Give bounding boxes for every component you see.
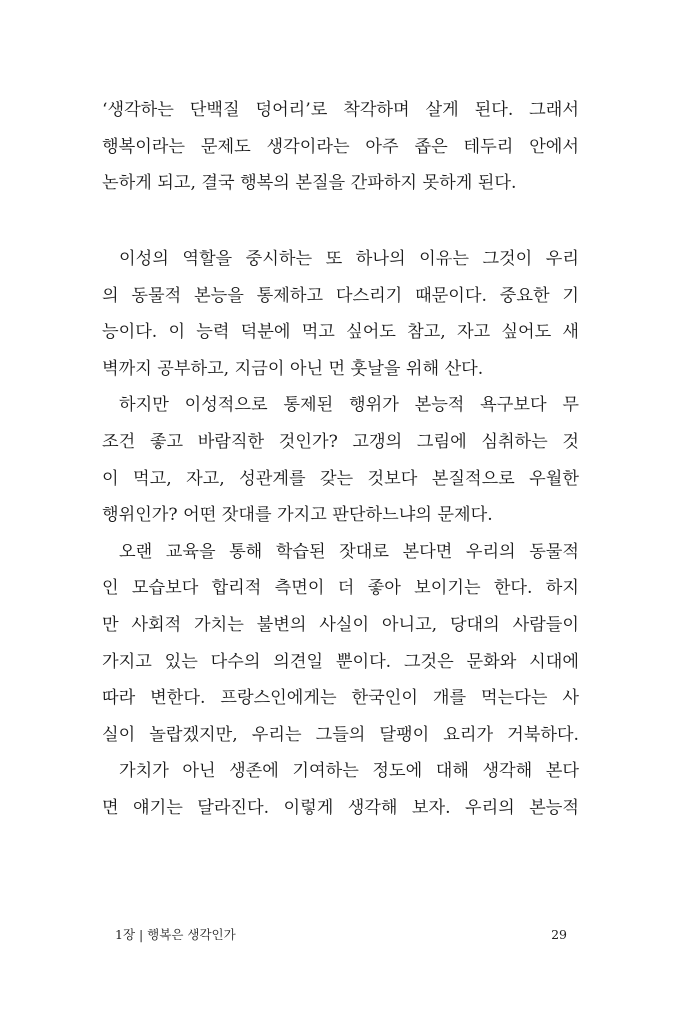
text-line: 만 사회적 가치는 불변의 사실이 아니고, 당대의 사람들이	[102, 614, 579, 635]
text-line: 실이 놀랍겠지만, 우리는 그들의 달팽이 요리가 거북하다.	[102, 724, 579, 745]
paragraph-5	[102, 753, 579, 826]
page-number: 29	[551, 926, 567, 942]
text-line: 논하게 되고, 결국 행복의 본질을 간파하지 못하게 된다.	[102, 173, 517, 194]
text-line: 이 먹고, 자고, 성관계를 갖는 것보다 본질적으로 우월한	[102, 468, 579, 489]
text-line: 능이다. 이 능력 덕분에 먹고 싶어도 참고, 자고 싶어도 새	[102, 322, 579, 343]
running-head: 1장 | 행복은 생각인가	[115, 927, 236, 942]
text-line: 이성의 역할을 중시하는 또 하나의 이유는 그것이 우리	[119, 249, 579, 269]
text-line: 면 얘기는 달라진다. 이렇게 생각해 보자. 우리의 본능적	[102, 797, 579, 818]
text-line: 벽까지 공부하고, 지금이 아닌 먼 훗날을 위해 산다.	[102, 358, 484, 379]
text-line: 오랜 교육을 통해 학습된 잣대로 본다면 우리의 동물적	[119, 541, 579, 562]
paragraph-3	[102, 387, 579, 533]
paragraph-4	[102, 534, 579, 754]
text-line: 행위인가? 어떤 잣대를 가지고 판단하느냐의 문제다.	[102, 505, 493, 526]
text-line: 가지고 있는 다수의 의견일 뿐이다. 그것은 문화와 시대에	[102, 651, 579, 672]
text-line: 인 모습보다 합리적 측면이 더 좋아 보이기는 한다. 하지	[102, 578, 579, 599]
paragraph-1	[102, 92, 579, 202]
text-line: 가치가 아닌 생존에 기여하는 정도에 대해 생각해 본다	[119, 761, 579, 782]
text-line: 의 동물적 본능을 통제하고 다스리기 때문이다. 중요한 기	[102, 285, 579, 306]
text-line: 행복이라는 문제도 생각이라는 아주 좁은 테두리 안에서	[102, 136, 579, 157]
page-footer	[115, 924, 567, 944]
text-line: 따라 변한다. 프랑스인에게는 한국인이 개를 먹는다는 사	[102, 688, 579, 709]
text-line: 조건 좋고 바람직한 것인가? 고갱의 그림에 심취하는 것	[102, 431, 579, 452]
text-line: ‘생각하는 단백질 덩어리’로 착각하며 살게 된다. 그래서	[102, 100, 579, 120]
text-line: 하지만 이성적으로 통제된 행위가 본능적 욕구보다 무	[119, 395, 579, 416]
paragraph-2	[102, 241, 579, 387]
